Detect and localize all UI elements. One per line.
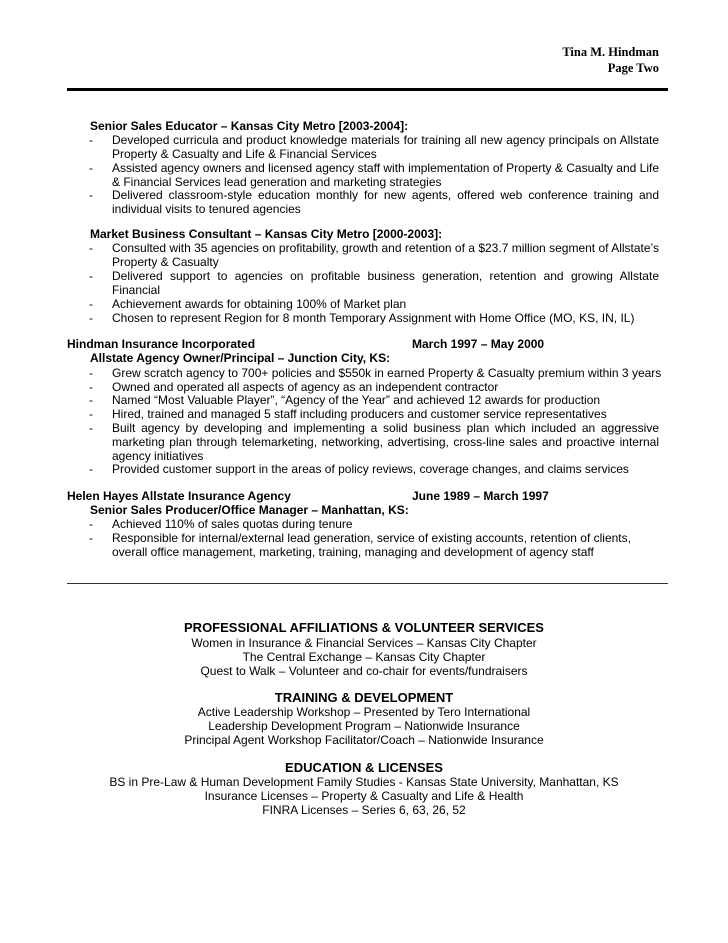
bullet-marker: - bbox=[89, 269, 93, 283]
company-helen-hayes: Helen Hayes Allstate Insurance Agency bbox=[67, 489, 291, 503]
header-page-number: Page Two bbox=[607, 61, 659, 75]
bullet-text: Financial bbox=[112, 283, 161, 297]
training-item: Leadership Development Program – Nationwide Insurance bbox=[208, 719, 520, 733]
company-hindman: Hindman Insurance Incorporated bbox=[67, 337, 256, 351]
bullet-marker: - bbox=[89, 241, 93, 255]
dates-hindman: March 1997 – May 2000 bbox=[412, 337, 545, 351]
education-heading: EDUCATION & LICENSES bbox=[285, 760, 443, 775]
header-divider bbox=[67, 88, 668, 91]
bullet-marker: - bbox=[89, 421, 93, 435]
bullet-text: Hired, trained and managed 5 staff including producers and customer service representatives bbox=[112, 407, 607, 421]
bullet-marker: - bbox=[89, 393, 93, 407]
bullet-text: Owned and operated all aspects of agency as an independent contractor bbox=[112, 380, 499, 394]
education-item: FINRA Licenses – Series 6, 63, 26, 52 bbox=[262, 803, 466, 817]
bullet-text: Built agency by developing and implementing a solid business plan which included an aggressive bbox=[112, 421, 659, 435]
bullet-marker: - bbox=[89, 407, 93, 421]
bullet-text: Developed curricula and product knowledge materials for training all new agency principals on Allstate bbox=[112, 133, 659, 147]
bullet-text: Consulted with 35 agencies on profitability, growth and retention of a $23.7 million segment of Allstate’s bbox=[112, 241, 659, 255]
bullet-marker: - bbox=[89, 188, 93, 202]
dates-helen-hayes: June 1989 – March 1997 bbox=[412, 489, 549, 503]
affiliations-heading: PROFESSIONAL AFFILIATIONS & VOLUNTEER SERVICES bbox=[184, 620, 544, 635]
bullet-text: & Financial Services lead generation and marketing strategies bbox=[112, 175, 442, 189]
section-divider bbox=[67, 583, 668, 584]
bullet-text: Provided customer support in the areas of policy reviews, coverage changes, and claims services bbox=[112, 462, 629, 476]
bullet-text: Delivered support to agencies on profitable business generation, retention and growing Allstate bbox=[112, 269, 659, 283]
affiliation-item: Quest to Walk – Volunteer and co-chair for events/fundraisers bbox=[200, 664, 528, 678]
bullet-marker: - bbox=[89, 297, 93, 311]
bullet-text: Assisted agency owners and licensed agency staff with implementation of Property & Casualty and Life bbox=[112, 161, 659, 175]
job-title-market-business-consultant: Market Business Consultant – Kansas City Metro [2000-2003]: bbox=[90, 227, 443, 241]
bullet-marker: - bbox=[89, 531, 93, 545]
training-heading: TRAINING & DEVELOPMENT bbox=[274, 690, 454, 705]
bullet-text: Achieved 110% of sales quotas during tenure bbox=[112, 517, 353, 531]
bullet-marker: - bbox=[89, 380, 93, 394]
training-item: Active Leadership Workshop – Presented by Tero International bbox=[197, 705, 531, 719]
bullet-marker: - bbox=[89, 133, 93, 147]
training-item: Principal Agent Workshop Facilitator/Coach – Nationwide Insurance bbox=[184, 733, 544, 747]
bullet-text: Responsible for internal/external lead generation, service of existing accounts, retention of clients, bbox=[112, 531, 631, 545]
header-name: Tina M. Hindman bbox=[562, 45, 659, 59]
bullet-text: overall office management, marketing, training, managing and development of agency staff bbox=[112, 545, 594, 559]
bullet-text: marketing plan through telemarketing, networking, advertising, cross-line sales and proactive internal bbox=[112, 435, 659, 449]
education-item: BS in Pre-Law & Human Development Family Studies - Kansas State University, Manhattan, KS bbox=[109, 775, 619, 789]
bullet-text: agency initiatives bbox=[112, 449, 204, 463]
bullet-marker: - bbox=[89, 161, 93, 175]
bullet-text: Property & Casualty and Life & Financial Services bbox=[112, 147, 377, 161]
bullet-text: Chosen to represent Region for 8 month Temporary Assignment with Home Office (MO, KS, IN, IL) bbox=[112, 311, 635, 325]
job-title-senior-sales-producer: Senior Sales Producer/Office Manager – Manhattan, KS: bbox=[90, 503, 409, 517]
education-item: Insurance Licenses – Property & Casualty and Life & Health bbox=[204, 789, 524, 803]
bullet-marker: - bbox=[89, 366, 93, 380]
bullet-marker: - bbox=[89, 517, 93, 531]
job-title-senior-sales-educator: Senior Sales Educator – Kansas City Metro [2003-2004]: bbox=[90, 119, 409, 133]
bullet-text: Property & Casualty bbox=[112, 255, 219, 269]
bullet-marker: - bbox=[89, 462, 93, 476]
bullet-text: Achievement awards for obtaining 100% of Market plan bbox=[112, 297, 407, 311]
bullet-text: individual visits to tenured agencies bbox=[112, 202, 301, 216]
bullet-marker: - bbox=[89, 311, 93, 325]
affiliation-item: The Central Exchange – Kansas City Chapter bbox=[242, 650, 486, 664]
bullet-text: Delivered classroom-style education monthly for new agents, offered web conference training and bbox=[112, 188, 659, 202]
bullet-text: Grew scratch agency to 700+ policies and $550k in earned Property & Casualty premium within 3 years bbox=[112, 366, 662, 380]
affiliation-item: Women in Insurance & Financial Services – Kansas City Chapter bbox=[191, 636, 537, 650]
bullet-text: Named “Most Valuable Player”, “Agency of the Year” and achieved 12 awards for production bbox=[112, 393, 601, 407]
job-title-agency-owner: Allstate Agency Owner/Principal – Junction City, KS: bbox=[90, 351, 391, 365]
